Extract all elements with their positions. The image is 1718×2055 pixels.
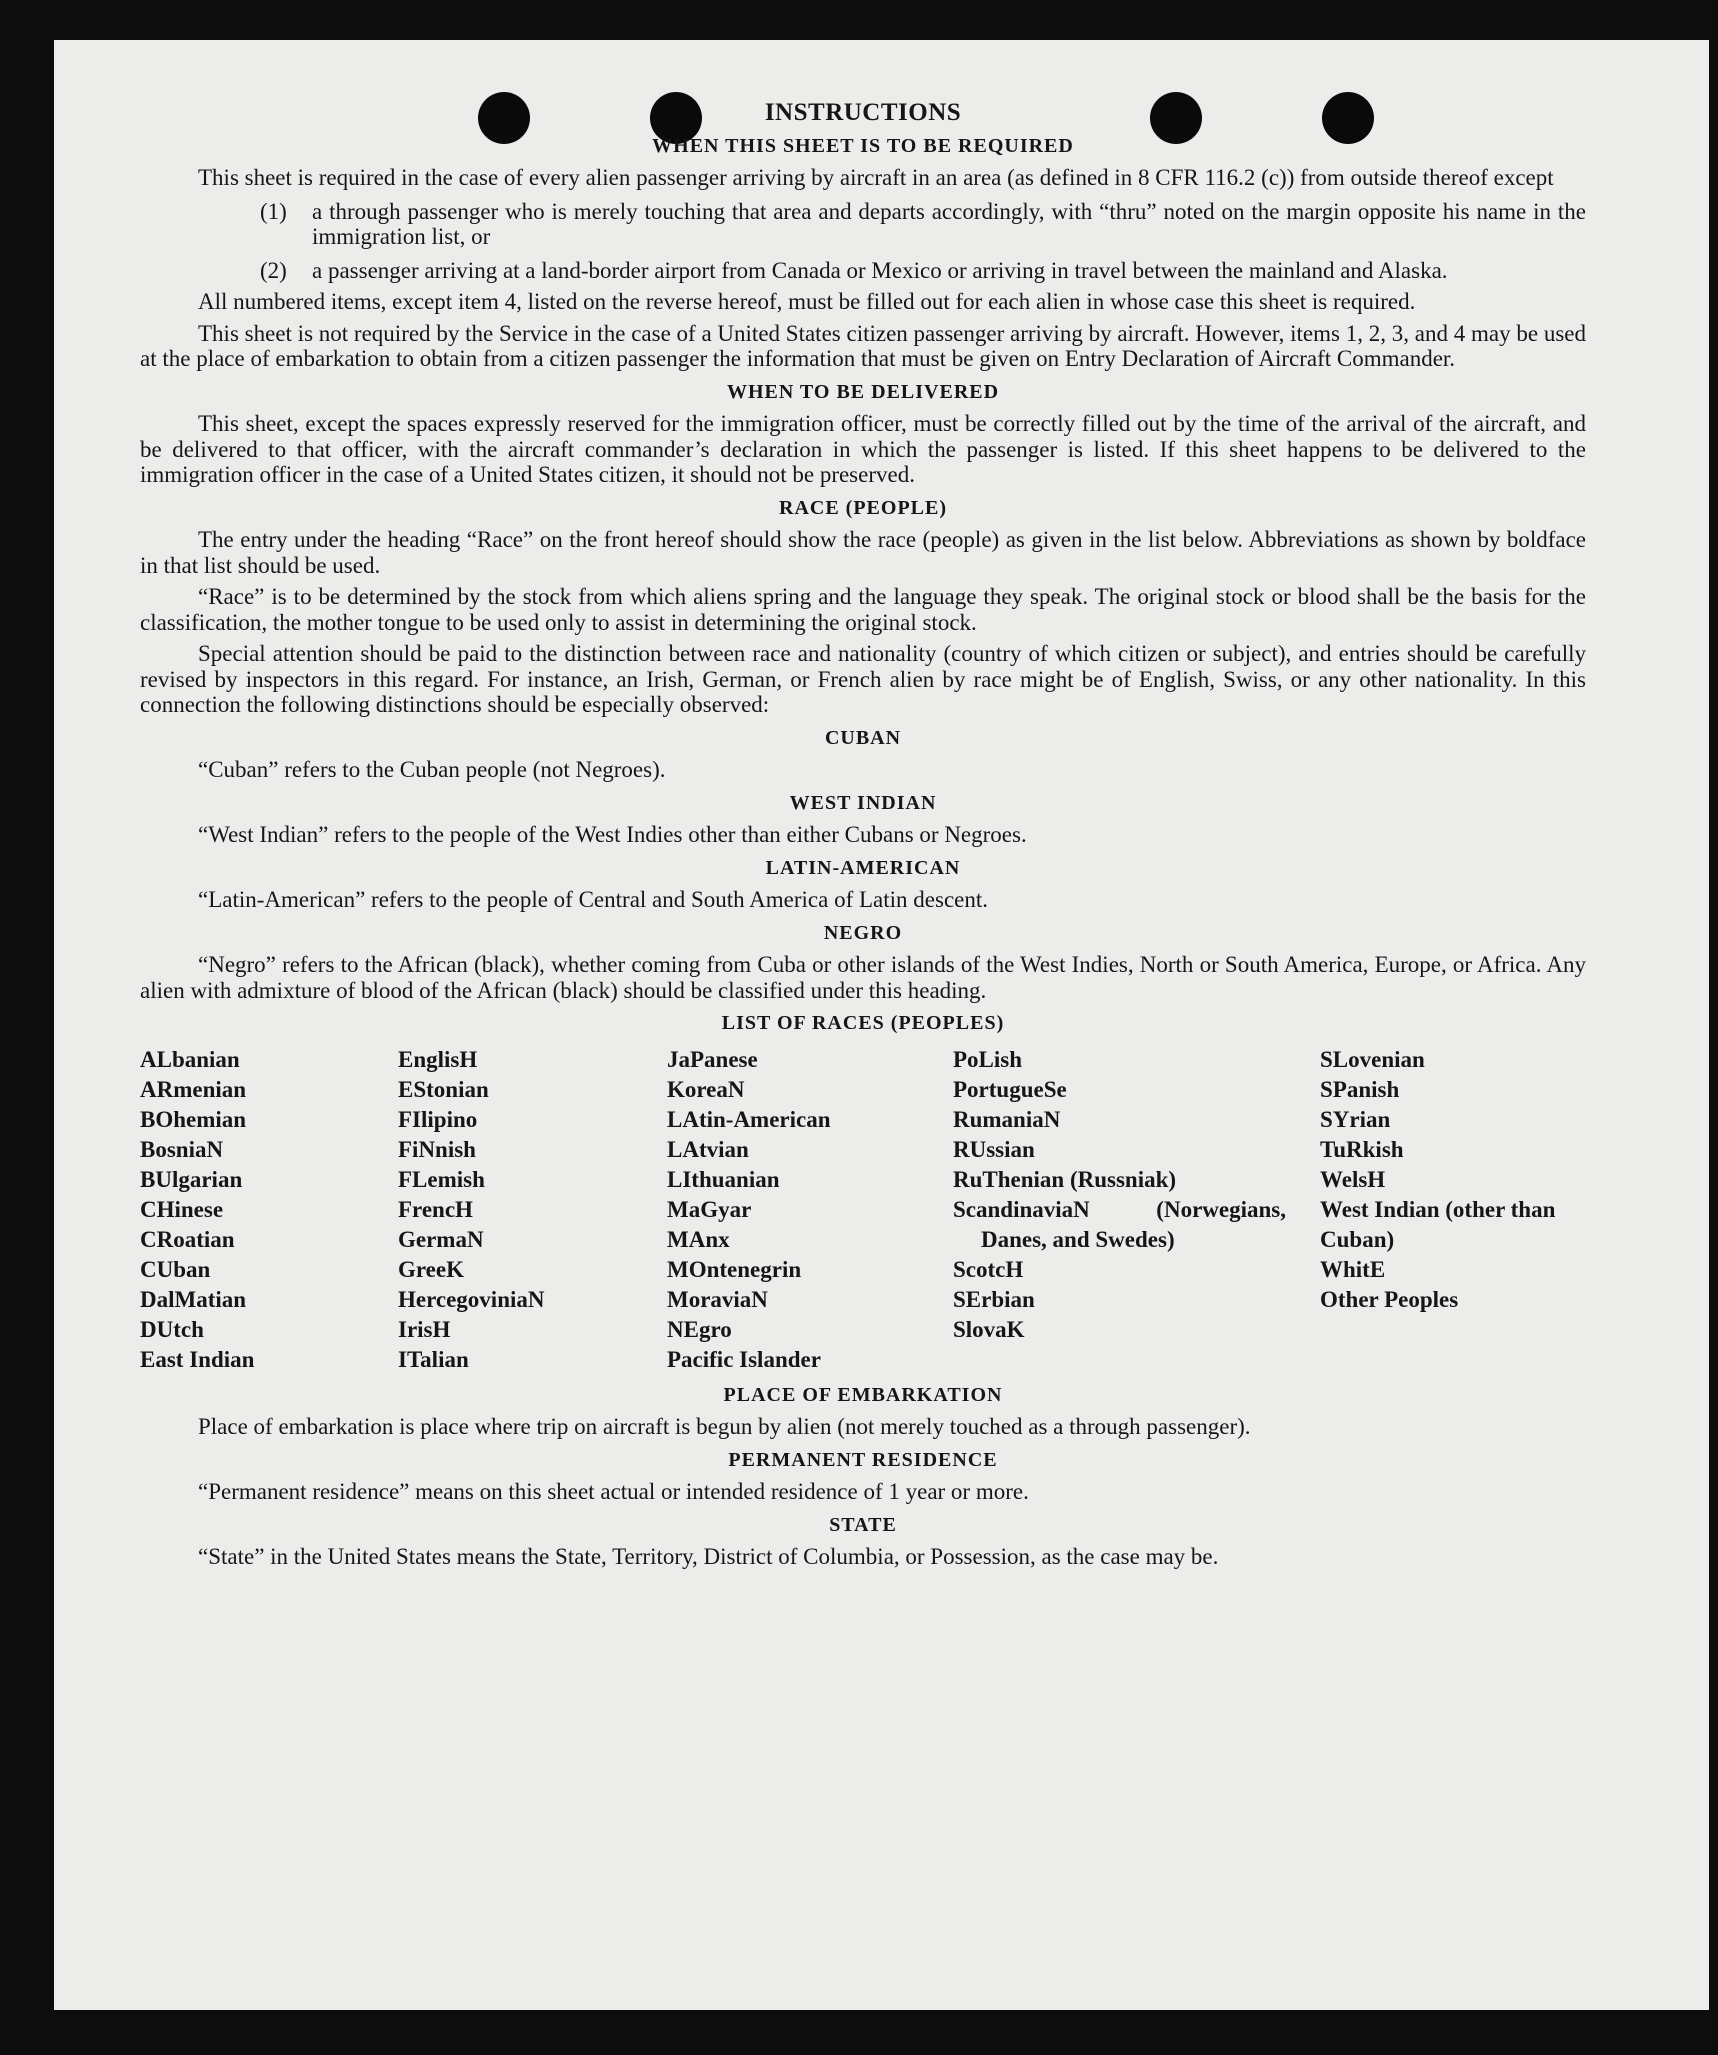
race-item: DUtch	[140, 1316, 204, 1342]
race-item: TuRkish	[1320, 1136, 1404, 1162]
race-item: ScotcH	[953, 1256, 1024, 1282]
heading-latin-american: LATIN-AMERICAN	[765, 856, 961, 879]
race-item: NEgro	[667, 1316, 732, 1342]
race-item: DalMatian	[140, 1286, 247, 1312]
race-item: KoreaN	[667, 1076, 745, 1102]
race-item: Pacific Islander	[667, 1346, 821, 1372]
race-item: ALbanian	[140, 1046, 240, 1072]
heading-when-required: WHEN THIS SHEET IS TO BE REQUIRED	[652, 134, 1074, 157]
paragraph-state: “State” in the United States means the State, Territory, District of Columbia, or Possession, as the case may be.	[198, 1544, 1219, 1569]
race-item: PortugueSe	[953, 1076, 1067, 1102]
heading-when-delivered: WHEN TO BE DELIVERED	[726, 380, 1000, 403]
page-title: INSTRUCTIONS	[764, 99, 962, 126]
race-item: FrencH	[398, 1196, 473, 1222]
race-column	[667, 1045, 953, 1375]
paragraph-race-entry: The entry under the heading “Race” on the front hereof should show the race (people) as given in the list below. Abbreviations as shown by boldface in that list should be used.	[140, 527, 1586, 578]
exception-item	[260, 258, 1586, 284]
heading-cuban: CUBAN	[824, 726, 902, 749]
race-item: GermaN	[398, 1226, 484, 1252]
race-item: MaGyar	[667, 1196, 752, 1222]
paragraph-west-indian: “West Indian” refers to the people of the West Indies other than either Cubans or Negroes.	[198, 822, 1027, 847]
race-item: MOntenegrin	[667, 1256, 802, 1282]
heading-race: RACE (PEOPLE)	[779, 496, 947, 519]
race-item: CHinese	[140, 1196, 224, 1222]
paragraph-embarkation: Place of embarkation is place where trip on aircraft is begun by alien (not merely touched as a through passenger).	[198, 1414, 1251, 1439]
race-list	[140, 1045, 1586, 1375]
race-item: FiNnish	[398, 1136, 476, 1162]
race-item: PoLish	[953, 1046, 1023, 1072]
item-text: a passenger arriving at a land-border airport from Canada or Mexico or arriving in travel between the mainland and Alaska.	[312, 257, 1448, 283]
race-column	[398, 1045, 667, 1375]
race-item: SlovaK	[953, 1316, 1025, 1342]
race-item: SLovenian	[1320, 1046, 1425, 1072]
document-page	[54, 40, 1709, 2010]
race-item: MAnx	[667, 1226, 730, 1252]
race-item: FLemish	[398, 1166, 485, 1192]
race-item: Other Peoples	[1320, 1286, 1459, 1312]
heading-state: STATE	[829, 1513, 897, 1536]
race-item: LAtvian	[667, 1136, 749, 1162]
paragraph-citizen: This sheet is not required by the Service in the case of a United States citizen passenger arriving by aircraft. However, items 1, 2, 3, and 4 may be used at the place of embarkation to obtain from a citizen passenger the information that must be given on Entry Declaration of Aircraft Commander.	[140, 320, 1586, 371]
race-item: SErbian	[953, 1286, 1035, 1312]
race-item: EStonian	[398, 1076, 489, 1102]
paragraph-required-intro: This sheet is required in the case of every alien passenger arriving by aircraft in an area (as defined in 8 CFR 116.2 (c)) from outside thereof except	[198, 165, 1554, 190]
race-item: IrisH	[398, 1316, 451, 1342]
race-item: LAtin-American	[667, 1106, 831, 1132]
race-item: ScandinaviaN (Norwegians, Danes, and Swedes)	[953, 1196, 1286, 1252]
race-item: MoraviaN	[667, 1286, 768, 1312]
item-number: (1)	[260, 198, 287, 224]
race-column	[140, 1045, 398, 1375]
race-item: RumaniaN	[953, 1106, 1061, 1132]
race-item: SYrian	[1320, 1106, 1391, 1132]
race-item: WelsH	[1320, 1166, 1386, 1192]
race-column	[1320, 1045, 1586, 1375]
race-item: East Indian	[140, 1346, 255, 1372]
race-item: RUssian	[953, 1136, 1035, 1162]
paragraph-numbered-items: All numbered items, except item 4, listed on the reverse hereof, must be filled out for each alien in whose case this sheet is required.	[198, 289, 1416, 314]
race-item: BOhemian	[140, 1106, 247, 1132]
race-item: CRoatian	[140, 1226, 235, 1252]
paragraph-race-definition: “Race” is to be determined by the stock from which aliens spring and the language they speak. The original stock or blood shall be the basis for the classification, the mother tongue to be used only to assist in determining the original stock.	[140, 584, 1586, 635]
paragraph-latin-american: “Latin-American” refers to the people of Central and South America of Latin descent.	[198, 887, 988, 912]
race-item: West Indian (other than Cuban)	[1320, 1196, 1556, 1252]
race-item: FIlipino	[398, 1106, 478, 1132]
paragraph-negro: “Negro” refers to the African (black), whether coming from Cuba or other islands of the West Indies, North or South America, Europe, or Africa. Any alien with admixture of blood of the African (black) should be classified under this heading.	[140, 952, 1586, 1003]
heading-permanent-residence: PERMANENT RESIDENCE	[728, 1448, 998, 1471]
item-text: a through passenger who is merely touching that area and departs accordingly, with “thru” noted on the margin opposite his name in the immigration list, or	[312, 198, 1586, 249]
paragraph-cuban: “Cuban” refers to the Cuban people (not Negroes).	[198, 757, 666, 782]
item-number: (2)	[260, 257, 287, 283]
race-item: RuThenian (Russniak)	[953, 1166, 1177, 1192]
race-item: BUlgarian	[140, 1166, 243, 1192]
race-item: LIthuanian	[667, 1166, 780, 1192]
heading-embarkation: PLACE OF EMBARKATION	[723, 1383, 1003, 1406]
race-column	[953, 1045, 1320, 1375]
paragraph-delivery: This sheet, except the spaces expressly reserved for the immigration officer, must be correctly filled out by the time of the arrival of the aircraft, and be delivered to that officer, with the aircraft commander’s declaration in which the passenger is listed. If this sheet happens to be delivered to the immigration officer in the case of a United States citizen, it should not be preserved.	[140, 411, 1586, 487]
heading-negro: NEGRO	[823, 921, 903, 944]
race-item: CUban	[140, 1256, 211, 1282]
paragraph-permanent-residence: “Permanent residence” means on this sheet actual or intended residence of 1 year or more.	[198, 1479, 1029, 1504]
exception-item	[260, 199, 1586, 250]
race-item: ITalian	[398, 1346, 469, 1372]
instructions-body	[140, 100, 1586, 1576]
race-item: SPanish	[1320, 1076, 1400, 1102]
race-item: BosniaN	[140, 1136, 224, 1162]
race-item: EnglisH	[398, 1046, 478, 1072]
paragraph-race-nationality: Special attention should be paid to the distinction between race and nationality (country of which citizen or subject), and entries should be carefully revised by inspectors in this regard. For instance, an Irish, German, or French alien by race might be of English, Swiss, or any other nationality. In this connection the following distinctions should be especially observed:	[140, 641, 1586, 717]
heading-west-indian: WEST INDIAN	[789, 791, 937, 814]
race-item: WhitE	[1320, 1256, 1386, 1282]
heading-list-of-races: LIST OF RACES (PEOPLES)	[721, 1012, 1005, 1034]
race-item: GreeK	[398, 1256, 464, 1282]
race-item: JaPanese	[667, 1046, 758, 1072]
race-item: HercegoviniaN	[398, 1286, 545, 1312]
race-item: ARmenian	[140, 1076, 247, 1102]
